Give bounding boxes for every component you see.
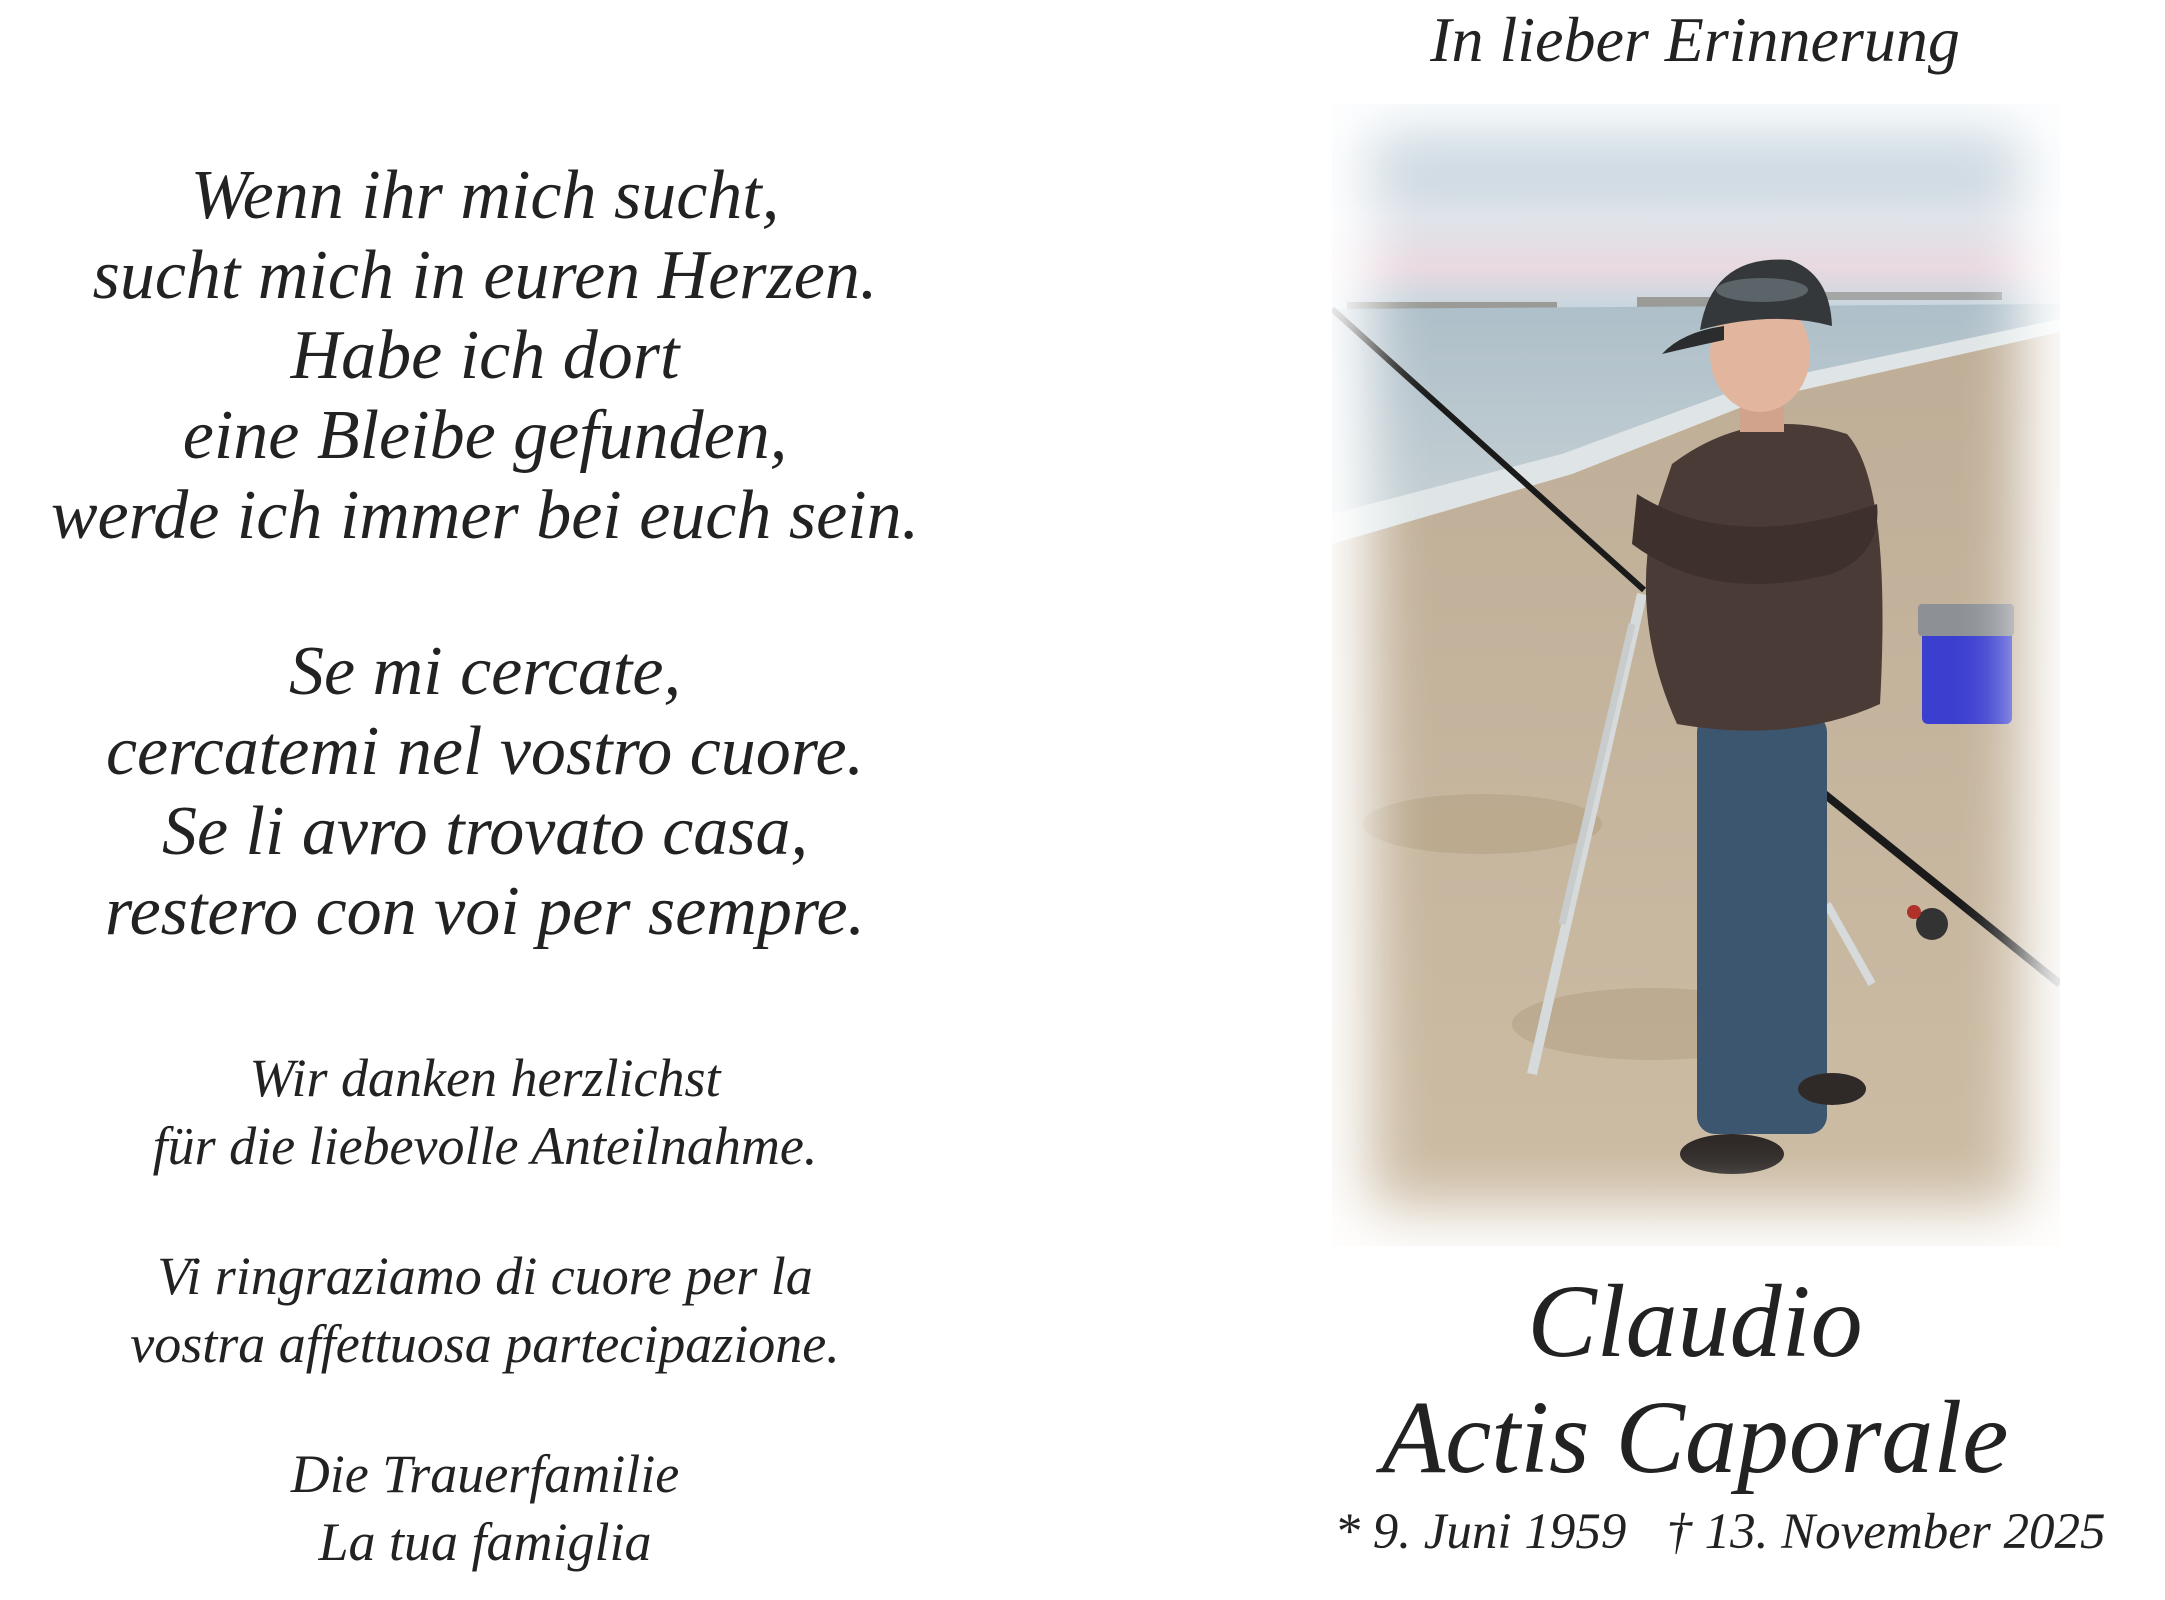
thanks-line: für die liebevolle Anteilnahme. [152, 1116, 818, 1176]
death-date: † 13. November 2025 [1666, 1504, 2106, 1560]
sky [1332, 104, 2060, 309]
footprints [1362, 794, 1602, 854]
beach-fishing-scene [1332, 104, 2060, 1246]
sunglasses [1716, 278, 1808, 302]
life-dates [1300, 1500, 2140, 1564]
poem-line: cercatemi nel vostro cuore. [105, 713, 865, 790]
deceased-last-name: Actis Caporale [1381, 1380, 2009, 1495]
thanks-italian [0, 1242, 970, 1378]
shoe [1798, 1073, 1866, 1105]
thanks-line: Vi ringraziamo di cuore per la [157, 1246, 813, 1306]
signature-line: La tua famiglia [318, 1512, 652, 1572]
shoe [1680, 1134, 1784, 1174]
poem-line: Wenn ihr mich sucht, [190, 157, 780, 234]
poem-italian [0, 632, 970, 952]
poem-line: Se li avro trovato casa, [161, 793, 809, 870]
birth-date: * 9. Juni 1959 [1334, 1504, 1627, 1560]
poem-line: Se mi cercate, [289, 633, 681, 710]
left-text-panel [0, 0, 970, 1600]
family-signature [0, 1440, 970, 1576]
poem-german [0, 156, 970, 556]
jeans [1697, 714, 1827, 1134]
thanks-german [0, 1044, 970, 1180]
signature-line: Die Trauerfamilie [290, 1444, 680, 1504]
memorial-photo [1332, 104, 2060, 1246]
tackle-box-lid [1918, 604, 2014, 636]
right-memorial-panel [1300, 0, 2165, 1600]
reel-knob [1907, 905, 1921, 919]
poem-line: eine Bleibe gefunden, [182, 397, 788, 474]
memorial-heading: In lieber Erinnerung [1430, 4, 1960, 75]
poem-line: werde ich immer bei euch sein. [50, 477, 920, 554]
breakwater [1802, 292, 2002, 300]
thanks-line: vostra affettuosa partecipazione. [130, 1314, 840, 1374]
poem-line: Habe ich dort [290, 317, 680, 394]
poem-line: restero con voi per sempre. [104, 873, 866, 950]
deceased-first-name: Claudio [1527, 1264, 1863, 1379]
thanks-line: Wir danken herzlichst [249, 1048, 721, 1108]
poem-line: sucht mich in euren Herzen. [92, 237, 878, 314]
